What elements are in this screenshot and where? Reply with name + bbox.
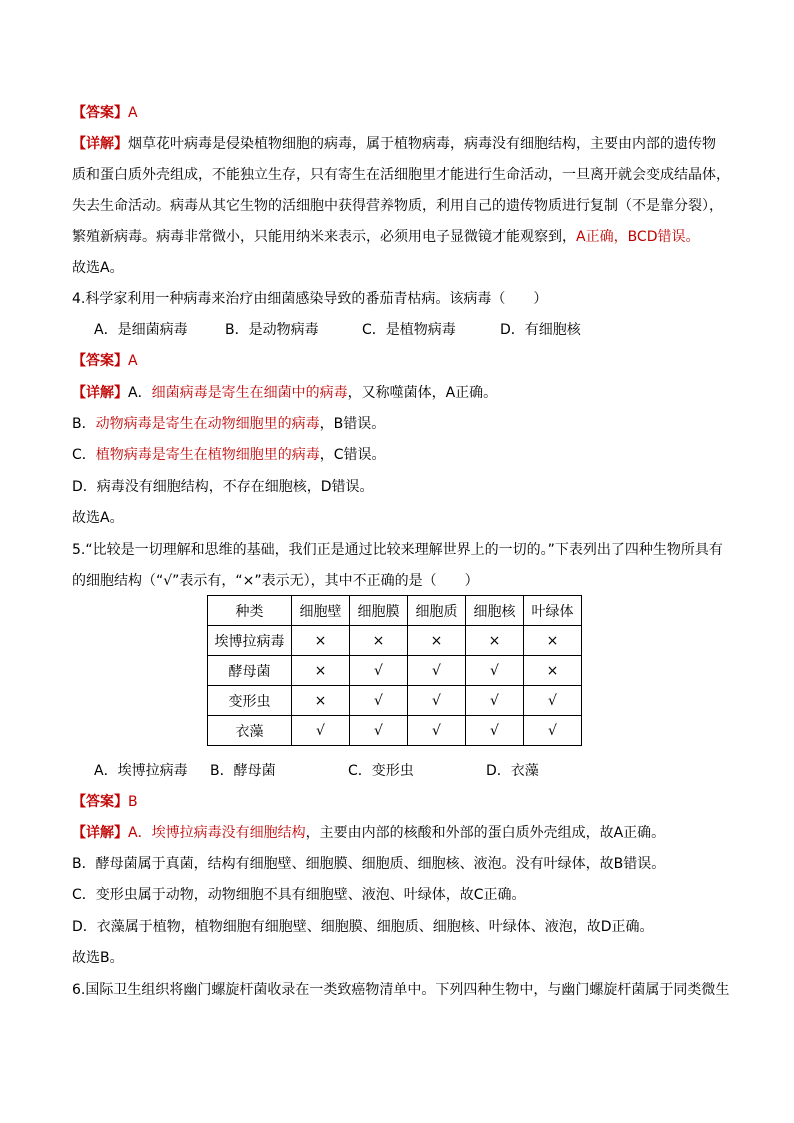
table-cell: √ [466,716,524,746]
q4-detail-line-4: D．病毒没有细胞结构，不存在细胞核，D错误。 [72,479,374,495]
answer-value: A [128,353,138,369]
table-row [208,626,582,656]
table-cell: √ [292,716,350,746]
table-header-cell: 叶绿体 [524,596,582,626]
table-header-cell: 细胞质 [408,596,466,626]
answer-tag: 【答案】 [72,353,128,369]
q3-detail-line-4 [72,227,732,247]
q4-detail-1-rest: ，又称噬菌体，A正确。 [347,385,498,401]
q4-detail-2-prefix: B． [72,416,96,432]
q4-detail-2-rest: ，B错误。 [319,416,386,432]
table-header-cell: 细胞核 [466,596,524,626]
q4-detail-3-prefix: C． [72,447,96,463]
table-cell: √ [466,656,524,686]
table-cell: √ [408,716,466,746]
table-header-row [208,596,582,626]
table-cell: × [292,626,350,656]
table-cell: 衣藻 [208,716,292,746]
q5-stem-line-2: 的细胞结构（“√”表示有，“×”表示无），其中不正确的是（ ） [72,573,479,589]
detail-tag: 【详解】 [72,136,128,152]
q5-option-c: C．变形虫 [348,763,414,779]
q3-detail-line-3: 失去生命活动。病毒从其它生物的活细胞中获得营养物质，利用自己的遗传物质进行复制（不是靠分裂）， [72,198,723,214]
q3-detail-text-1: 烟草花叶病毒是侵染植物细胞的病毒，属于植物病毒，病毒没有细胞结构，主要由内部的遗传物 [128,136,716,152]
detail-tag: 【详解】 [72,385,128,401]
table-header-cell: 细胞膜 [350,596,408,626]
detail-tag: 【详解】 [72,825,128,841]
table-cell: √ [408,656,466,686]
q5-stem-line-1: 5.“比较是一切理解和思维的基础，我们正是通过比较来理解世界上的一切的。”下表列出了四种生物所具有 [72,542,723,558]
q4-detail-3-red: 植物病毒是寄生在植物细胞里的病毒 [95,447,320,463]
q5-detail-1-rest: ，主要由内部的核酸和外部的蛋白质外壳组成，故A正确。 [305,825,666,841]
q4-option-d: D．有细胞核 [500,322,581,338]
answer-value: B [128,794,138,810]
answer-tag: 【答案】 [72,105,128,121]
q5-answer-line [72,792,732,812]
table-cell: √ [350,686,408,716]
q5-detail-line-4: D．衣藻属于植物，植物细胞有细胞壁、细胞膜、细胞质、细胞核、叶绿体、液泡，故D正确。 [72,919,654,935]
q4-conclusion: 故选A。 [72,510,124,526]
table-cell: × [292,656,350,686]
table-cell: √ [524,716,582,746]
table-header-cell: 细胞壁 [292,596,350,626]
answer-tag: 【答案】 [72,794,128,810]
q3-answer-line [72,103,732,123]
table-cell: × [408,626,466,656]
q4-detail-1-red: 细菌病毒是寄生在细菌中的病毒 [151,385,348,401]
q5-option-d: D．衣藻 [486,763,539,779]
q4-detail-3-rest: ，C错误。 [319,447,386,463]
q5-detail-line-2: B．酵母菌属于真菌，结构有细胞壁、细胞膜、细胞质、细胞核、液泡。没有叶绿体，故B错误。 [72,856,666,872]
q5-option-b: B．酵母菌 [210,763,276,779]
q4-answer-line [72,351,732,371]
table-cell: × [524,626,582,656]
table-cell: √ [350,656,408,686]
q5-detail-line-3: C．变形虫属于动物，动物细胞不具有细胞壁、液泡、叶绿体，故C正确。 [72,887,526,903]
q4-detail-line-2 [72,414,732,434]
q4-detail-1-prefix: A． [128,385,152,401]
table-row [208,716,582,746]
table-cell: 埃博拉病毒 [208,626,292,656]
q5-detail-1-red: A．埃博拉病毒没有细胞结构 [128,825,306,841]
q4-detail-line-1 [72,383,732,403]
q5-detail-line-1 [72,823,732,843]
cell-structure-table [207,595,582,746]
q4-detail-line-3 [72,445,732,465]
table-cell: 酵母菌 [208,656,292,686]
q3-conclusion: 故选A。 [72,260,124,276]
q4-option-c: C．是植物病毒 [362,322,456,338]
q3-detail-red: A正确，BCD错误。 [576,229,700,245]
q4-option-b: B．是动物病毒 [225,322,319,338]
answer-value: A [128,105,138,121]
table-row [208,686,582,716]
table-cell: × [350,626,408,656]
table-cell: × [524,656,582,686]
q4-stem: 4.科学家利用一种病毒来治疗由细菌感染导致的番茄青枯病。该病毒（ ） [72,291,548,307]
table-cell: √ [408,686,466,716]
table-cell: √ [466,686,524,716]
table-cell: × [466,626,524,656]
table-row [208,656,582,686]
q6-stem: 6.国际卫生组织将幽门螺旋杆菌收录在一类致癌物清单中。下列四种生物中，与幽门螺旋杆菌属于同类微生 [72,982,730,998]
table-cell: × [292,686,350,716]
q4-option-a: A．是细菌病毒 [94,322,188,338]
table-cell: √ [350,716,408,746]
q3-detail-text-4: 繁殖新病毒。病毒非常微小，只能用纳米来表示，必须用电子显微镜才能观察到， [72,229,576,245]
q4-detail-2-red: 动物病毒是寄生在动物细胞里的病毒 [95,416,320,432]
q5-option-a: A．埃博拉病毒 [94,763,188,779]
table-header-cell: 种类 [208,596,292,626]
q5-conclusion: 故选B。 [72,950,124,966]
q3-detail-line-1 [72,134,732,154]
q3-detail-line-2: 质和蛋白质外壳组成，不能独立生存，只有寄生在活细胞里才能进行生命活动，一旦离开就会变成结晶体， [72,167,730,183]
table-cell: 变形虫 [208,686,292,716]
table-cell: √ [524,686,582,716]
